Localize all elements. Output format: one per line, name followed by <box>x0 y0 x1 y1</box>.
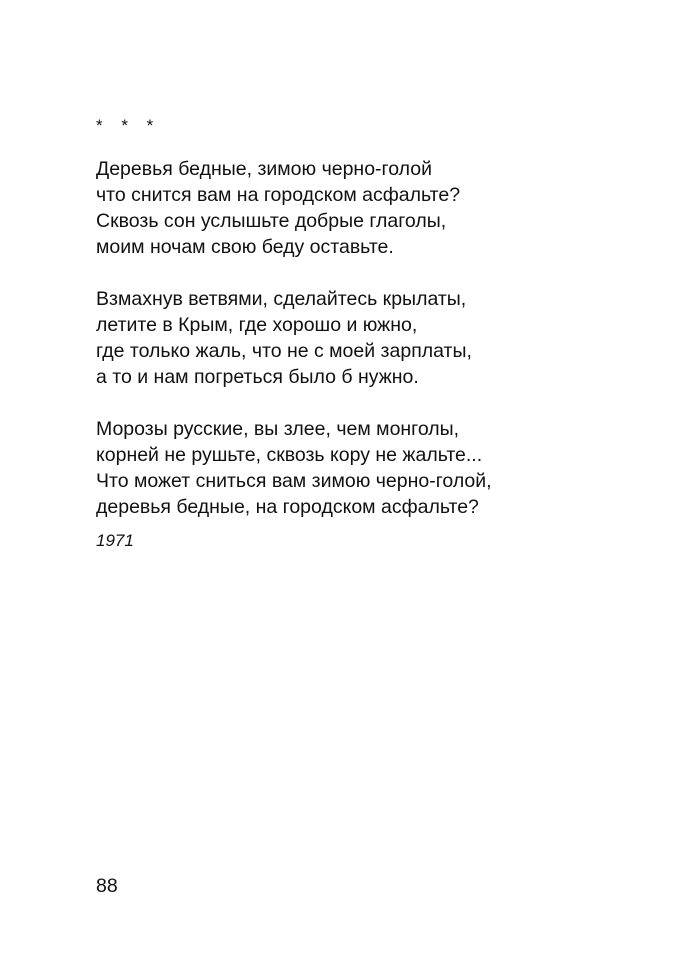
poem-line: Что может сниться вам зимою черно-голой, <box>96 470 492 492</box>
poem-body <box>96 156 656 546</box>
page-number: 88 <box>96 875 118 897</box>
poem-line: деревья бедные, на городском асфальте? <box>96 496 479 518</box>
poem-line: где только жаль, что не с моей зарплаты, <box>96 340 472 362</box>
stanza-1 <box>96 156 656 260</box>
poem-line: Морозы русские, вы злее, чем монголы, <box>96 418 460 440</box>
poem-line: моим ночам свою беду оставьте. <box>96 236 394 258</box>
poem-line: летите в Крым, где хорошо и южно, <box>96 314 418 336</box>
poem-year: 1971 <box>96 531 134 550</box>
poem-line: Деревья бедные, зимою черно-голой <box>96 158 432 180</box>
stanza-2 <box>96 286 656 390</box>
poem-line: что снится вам на городском асфальте? <box>96 184 461 206</box>
poem-line: Взмахнув ветвями, сделайтесь крылаты, <box>96 288 467 310</box>
section-separator: * * * <box>96 116 161 135</box>
poem-line: Сквозь сон услышьте добрые глаголы, <box>96 210 447 232</box>
stanza-3 <box>96 416 656 520</box>
poem-line: корней не рушьте, сквозь кору не жальте... <box>96 444 483 466</box>
poem-line: а то и нам погреться было б нужно. <box>96 366 419 388</box>
